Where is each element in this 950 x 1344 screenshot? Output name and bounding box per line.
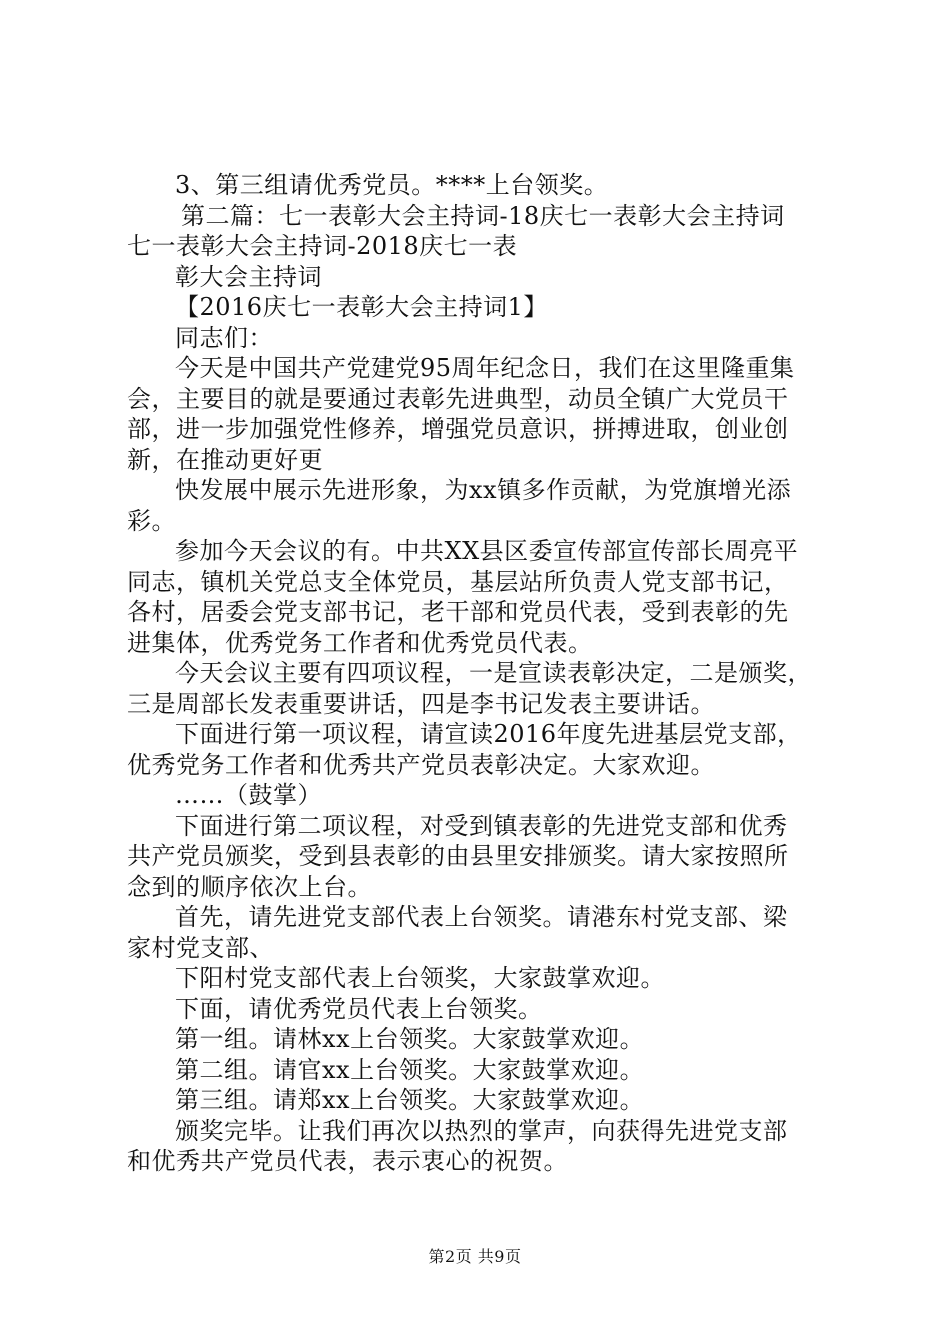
text-line: 今天会议主要有四项议程，一是宣读表彰决定，二是颁奖，: [175, 659, 812, 687]
text-line: 部，进一步加强党性修养，增强党员意识，拼搏进取，创业创: [127, 415, 789, 443]
document-body: [127, 170, 835, 1177]
text-line: 下面进行第二项议程，对受到镇表彰的先进党支部和优秀: [175, 811, 788, 840]
text-line: 3、第三组请优秀党员。****上台领奖。: [175, 171, 609, 199]
text-line: 快发展中展示先进形象，为xx镇多作贡献，为党旗增光添: [175, 476, 792, 504]
text-line: 今天是中国共产党建党95周年纪念日，我们在这里隆重集: [175, 354, 795, 382]
text-line: 颁奖完毕。让我们再次以热烈的掌声，向获得先进党支部: [175, 1116, 788, 1145]
text-line: 第一组。请林xx上台领奖。大家鼓掌欢迎。: [175, 1025, 645, 1053]
text-line: 共产党员颁奖，受到县表彰的由县里安排颁奖。请大家按照所: [127, 842, 789, 870]
text-line: 首先，请先进党支部代表上台领奖。请港东村党支部、梁: [175, 903, 788, 931]
text-line: 第三组。请郑xx上台领奖。大家鼓掌欢迎。: [175, 1086, 645, 1114]
text-line: 会，主要目的就是要通过表彰先进典型，动员全镇广大党员干: [127, 384, 789, 413]
text-line: ……（鼓掌）: [175, 781, 322, 809]
text-line: 新，在推动更好更: [127, 445, 323, 474]
text-line: 各村，居委会党支部书记，老干部和党员代表，受到表彰的先: [127, 598, 789, 626]
section-heading: 第二篇：七一表彰大会主持词-18庆七一表彰大会主持词: [181, 201, 785, 230]
text-line: 和优秀共产党员代表，表示衷心的祝贺。: [127, 1147, 568, 1175]
text-line: 下阳村党支部代表上台领奖，大家鼓掌欢迎。: [175, 964, 665, 992]
text-line: 念到的顺序依次上台。: [127, 872, 372, 901]
text-line: 彰大会主持词: [175, 262, 322, 291]
text-line: 下面，请优秀党员代表上台领奖。: [175, 994, 543, 1023]
text-line: 七一表彰大会主持词-2018庆七一表: [127, 232, 518, 260]
text-line: 彩。: [127, 506, 176, 535]
text-line: 下面进行第一项议程，请宣读2016年度先进基层党支部，: [175, 720, 802, 748]
text-line: 家村党支部、: [127, 933, 274, 962]
salutation: 同志们：: [175, 323, 273, 352]
text-line: 第二组。请官xx上台领奖。大家鼓掌欢迎。: [175, 1055, 645, 1084]
subheading: 【2016庆七一表彰大会主持词1】: [175, 293, 548, 321]
text-line: 同志，镇机关党总支全体党员，基层站所负责人党支部书记，: [127, 567, 789, 596]
text-line: 三是周部长发表重要讲话，四是李书记发表主要讲话。: [127, 689, 715, 718]
text-line: 进集体，优秀党务工作者和优秀党员代表。: [127, 628, 593, 657]
text-line: 优秀党务工作者和优秀共产党员表彰决定。大家欢迎。: [127, 750, 715, 779]
page-number-footer: 第2页 共9页: [428, 1247, 522, 1266]
text-line: 参加今天会议的有。中共XX县区委宣传部宣传部长周亮平: [175, 537, 799, 565]
